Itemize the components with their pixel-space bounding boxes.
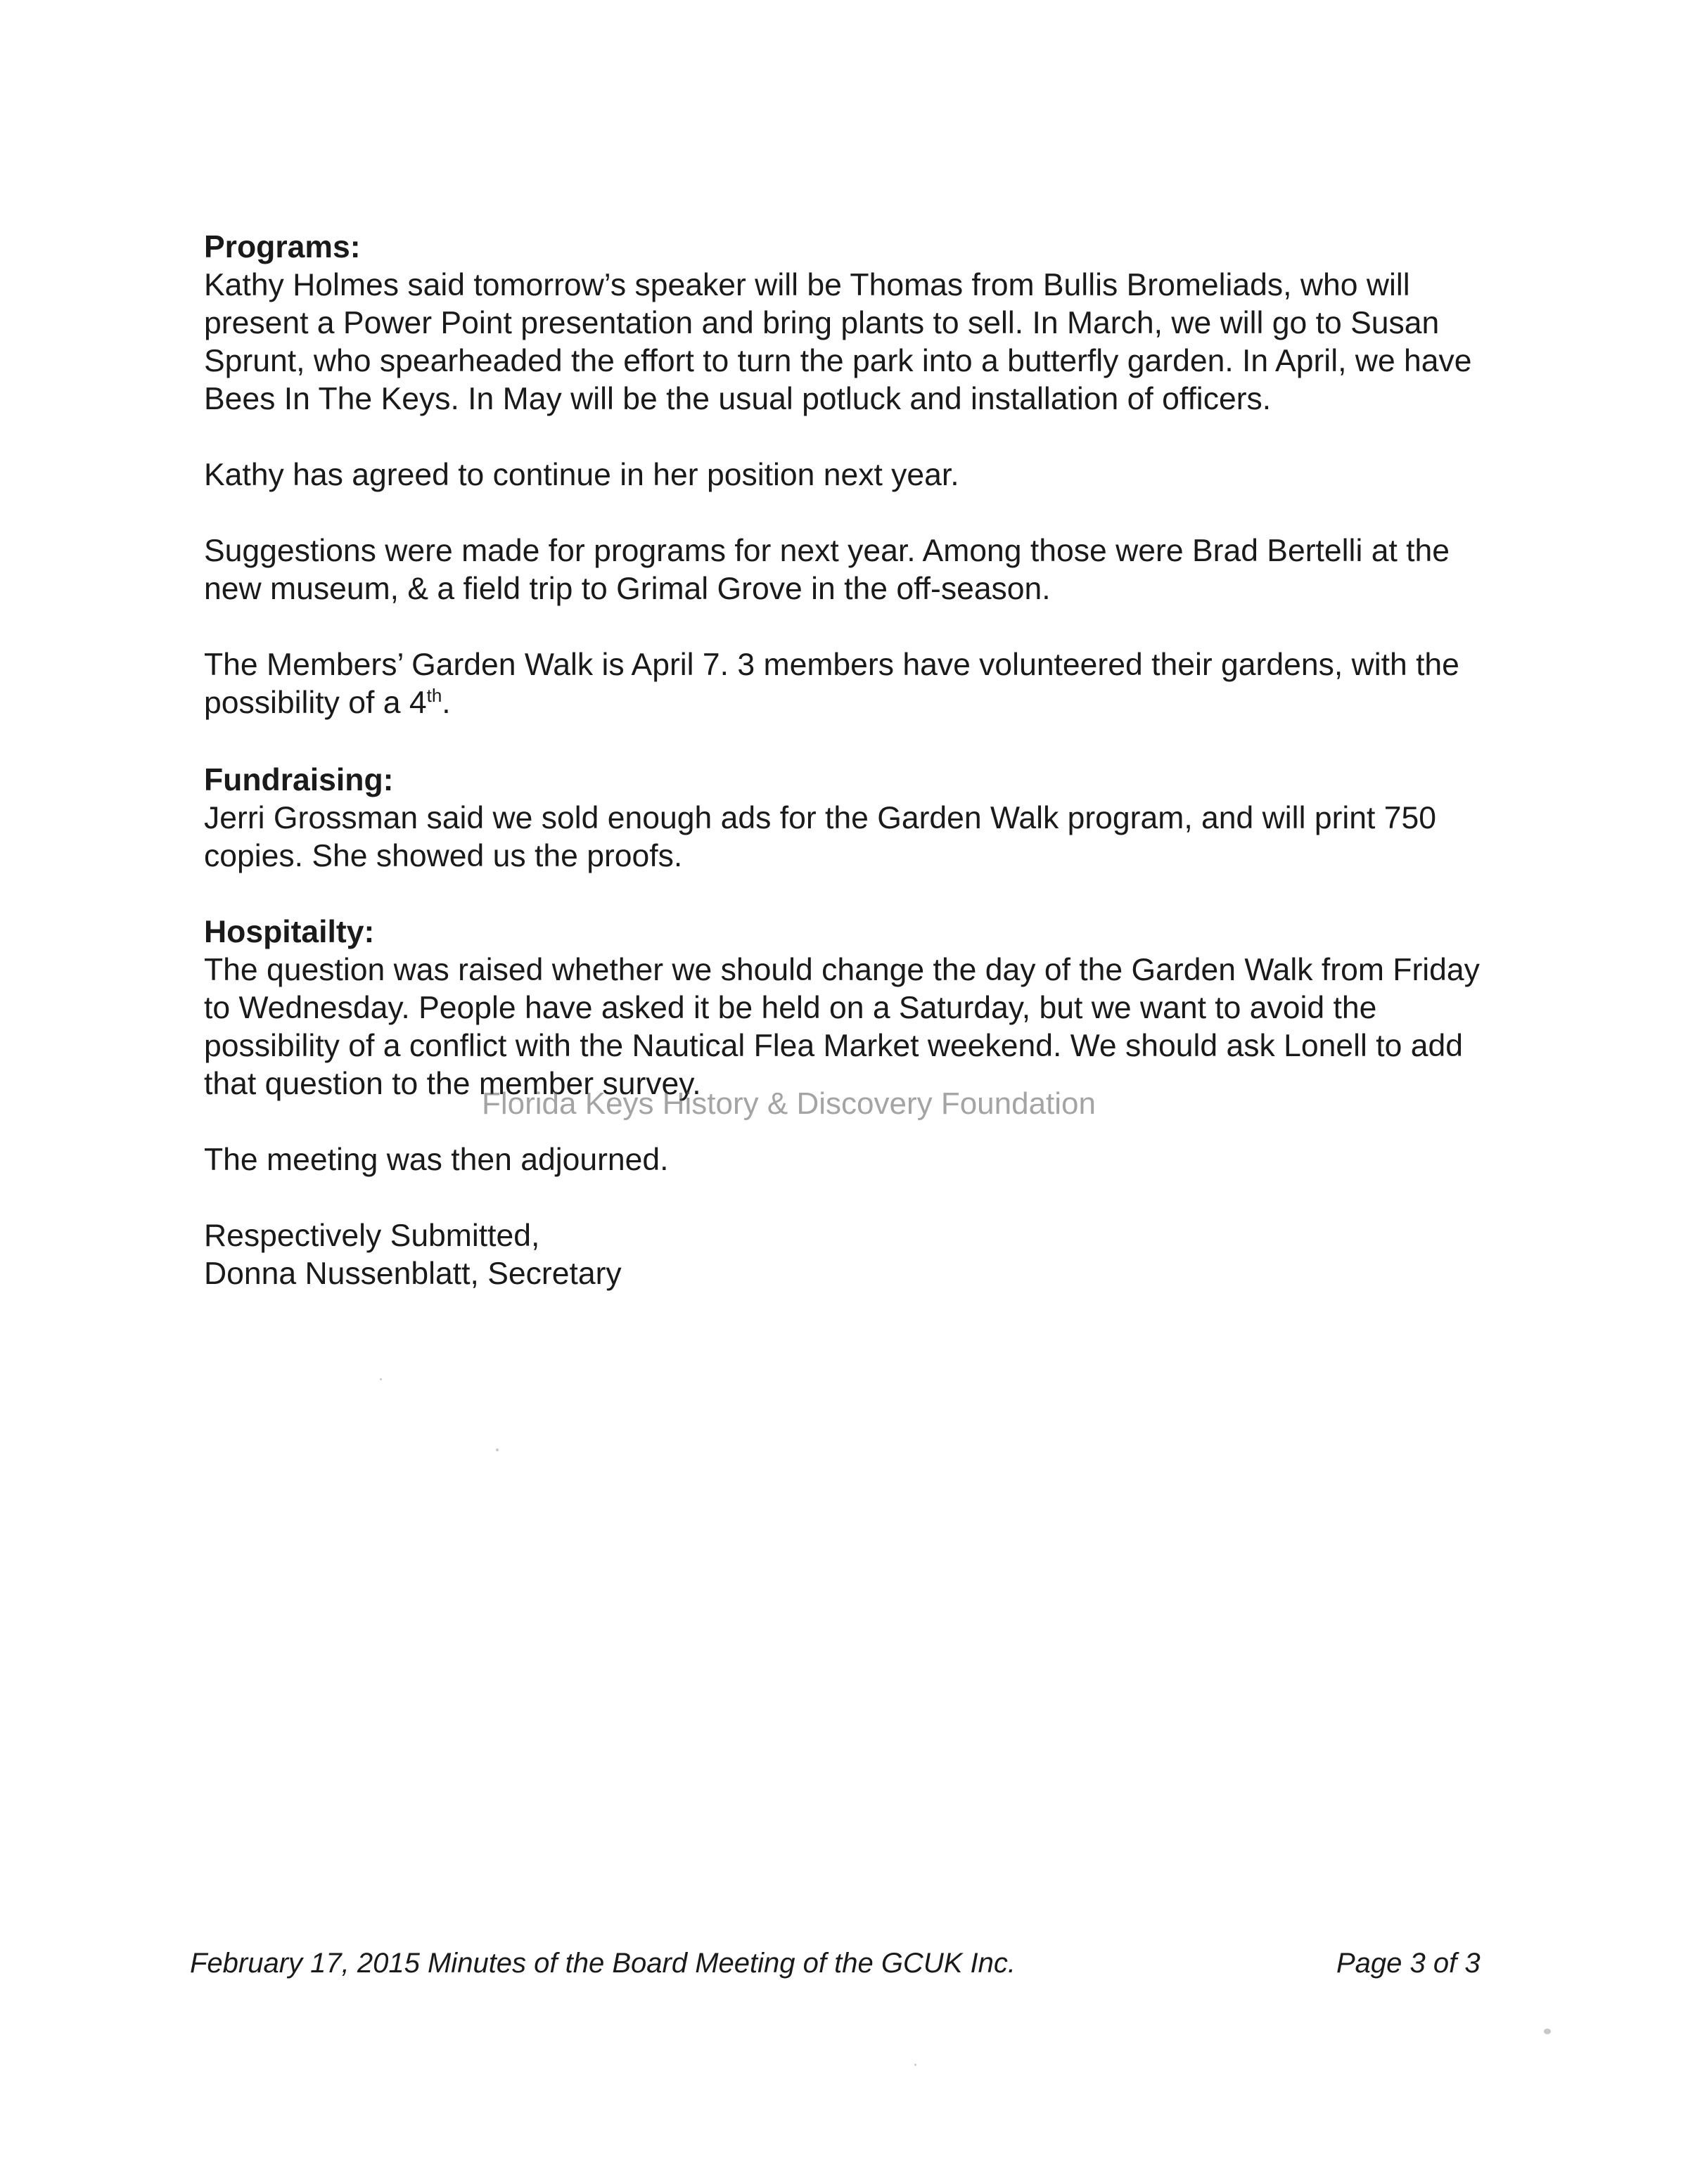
scan-speck [914, 2064, 916, 2066]
footer-page-number: Page 3 of 3 [1336, 1948, 1481, 1979]
programs-paragraph-2: Kathy has agreed to continue in her position next year. [204, 458, 959, 492]
signature-line-2: Donna Nussenblatt, Secretary [204, 1257, 622, 1291]
garden-walk-paragraph [204, 646, 1512, 722]
document-body [204, 229, 1512, 1293]
footer-document-title: February 17, 2015 Minutes of the Board Meeting of the GCUK Inc. [190, 1948, 1016, 1979]
fundraising-paragraph: Jerri Grossman said we sold enough ads for the Garden Walk program, and will print 750 copies. She showed us the proofs. [204, 801, 1436, 873]
closing-statement: The meeting was then adjourned. [204, 1143, 669, 1177]
fundraising-heading: Fundraising: [204, 763, 394, 797]
hospitality-heading: Hospitailty: [204, 915, 375, 949]
garden-walk-text: The Members’ Garden Walk is April 7. 3 members have volunteered their gardens, with the possibility of a 4 [204, 648, 1459, 720]
garden-walk-end: . [442, 686, 451, 720]
scan-speck [496, 1448, 499, 1451]
signature-line-1: Respectively Submitted, [204, 1219, 540, 1253]
hospitality-paragraph: The question was raised whether we should change the day of the Garden Walk from Friday to Wednesday. People have asked it be held on a Saturday, but we want to avoid the possibility of a conflict with the Nautical Flea Market weekend. We should ask Lonell to add that question to the member survey. [204, 953, 1480, 1101]
programs-heading: Programs: [204, 230, 361, 264]
scan-speck [380, 1378, 382, 1380]
watermark: Florida Keys History & Discovery Foundation [482, 1086, 1096, 1121]
scan-speck [1544, 2029, 1551, 2034]
programs-paragraph-3: Suggestions were made for programs for next year. Among those were Brad Bertelli at the new museum, & a field trip to Grimal Grove in the off-season. [204, 534, 1450, 606]
ordinal-suffix: th [426, 685, 442, 707]
programs-paragraph-1: Kathy Holmes said tomorrow’s speaker will be Thomas from Bullis Bromeliads, who will present a Power Point presentation and bring plants to sell. In March, we will go to Susan Sprunt, who spearheaded the effort to turn the park into a butterfly garden. In April, we have Bees In The Keys. In May will be the usual potluck and installation of officers. [204, 268, 1472, 416]
